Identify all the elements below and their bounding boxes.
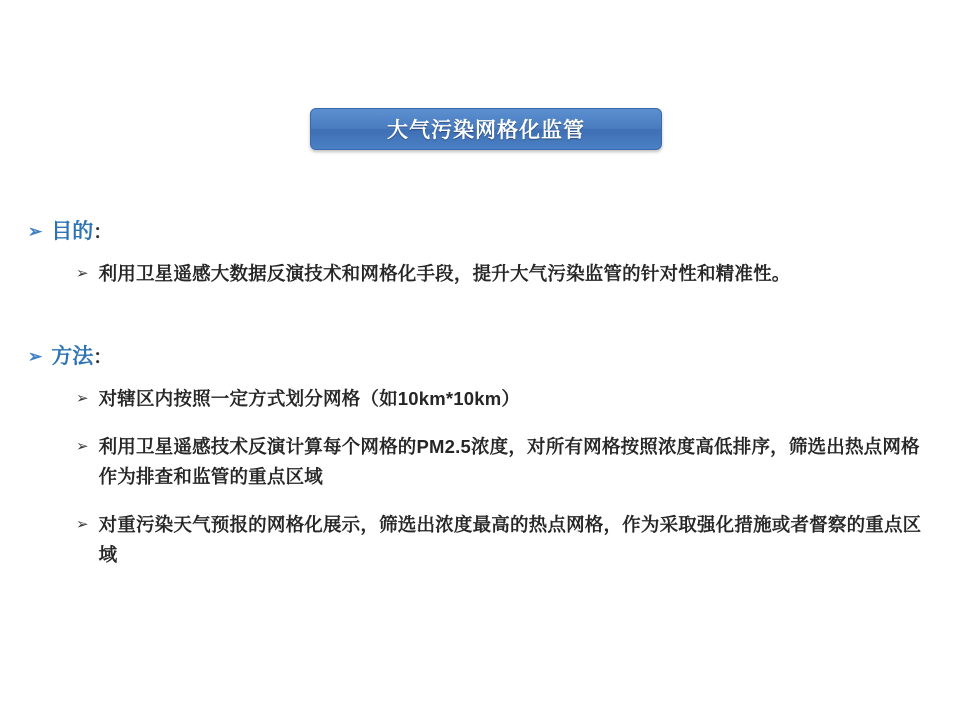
section-purpose-heading xyxy=(28,215,790,245)
section-method-heading xyxy=(28,340,929,370)
slide-title-text: 大气污染网格化监管 xyxy=(387,119,585,142)
list-item xyxy=(76,259,790,289)
section-method xyxy=(28,340,929,588)
arrow-right-icon: ➢ xyxy=(76,390,89,407)
section-purpose-label: 目的 xyxy=(51,220,94,243)
section-purpose-bullet-list xyxy=(76,259,790,289)
section-method-bullet-list xyxy=(76,384,929,570)
section-purpose-colon: ： xyxy=(93,222,113,243)
arrow-right-icon: ➢ xyxy=(76,438,89,455)
section-method-label: 方法 xyxy=(51,345,94,368)
slide-title-banner xyxy=(310,108,662,150)
list-item-text: 对重污染天气预报的网格化展示，筛选出浓度最高的热点网格，作为采取强化措施或者督察的重点区域 xyxy=(98,514,922,565)
arrow-right-icon: ➢ xyxy=(76,516,89,533)
list-item xyxy=(76,510,929,570)
arrow-right-icon: ➢ xyxy=(28,222,43,241)
list-item-text: 利用卫星遥感大数据反演技术和网格化手段，提升大气污染监管的针对性和精准性。 xyxy=(98,263,791,284)
list-item-text: 利用卫星遥感技术反演计算每个网格的PM2.5浓度，对所有网格按照浓度高低排序，筛选出热点网格作为排查和监管的重点区域 xyxy=(98,436,920,487)
arrow-right-icon: ➢ xyxy=(76,265,89,282)
list-item-text: 对辖区内按照一定方式划分网格（如10km*10km） xyxy=(98,388,521,409)
list-item xyxy=(76,384,929,414)
list-item xyxy=(76,432,929,492)
section-purpose xyxy=(28,215,790,303)
section-method-colon: ： xyxy=(93,347,113,368)
arrow-right-icon: ➢ xyxy=(28,347,43,366)
